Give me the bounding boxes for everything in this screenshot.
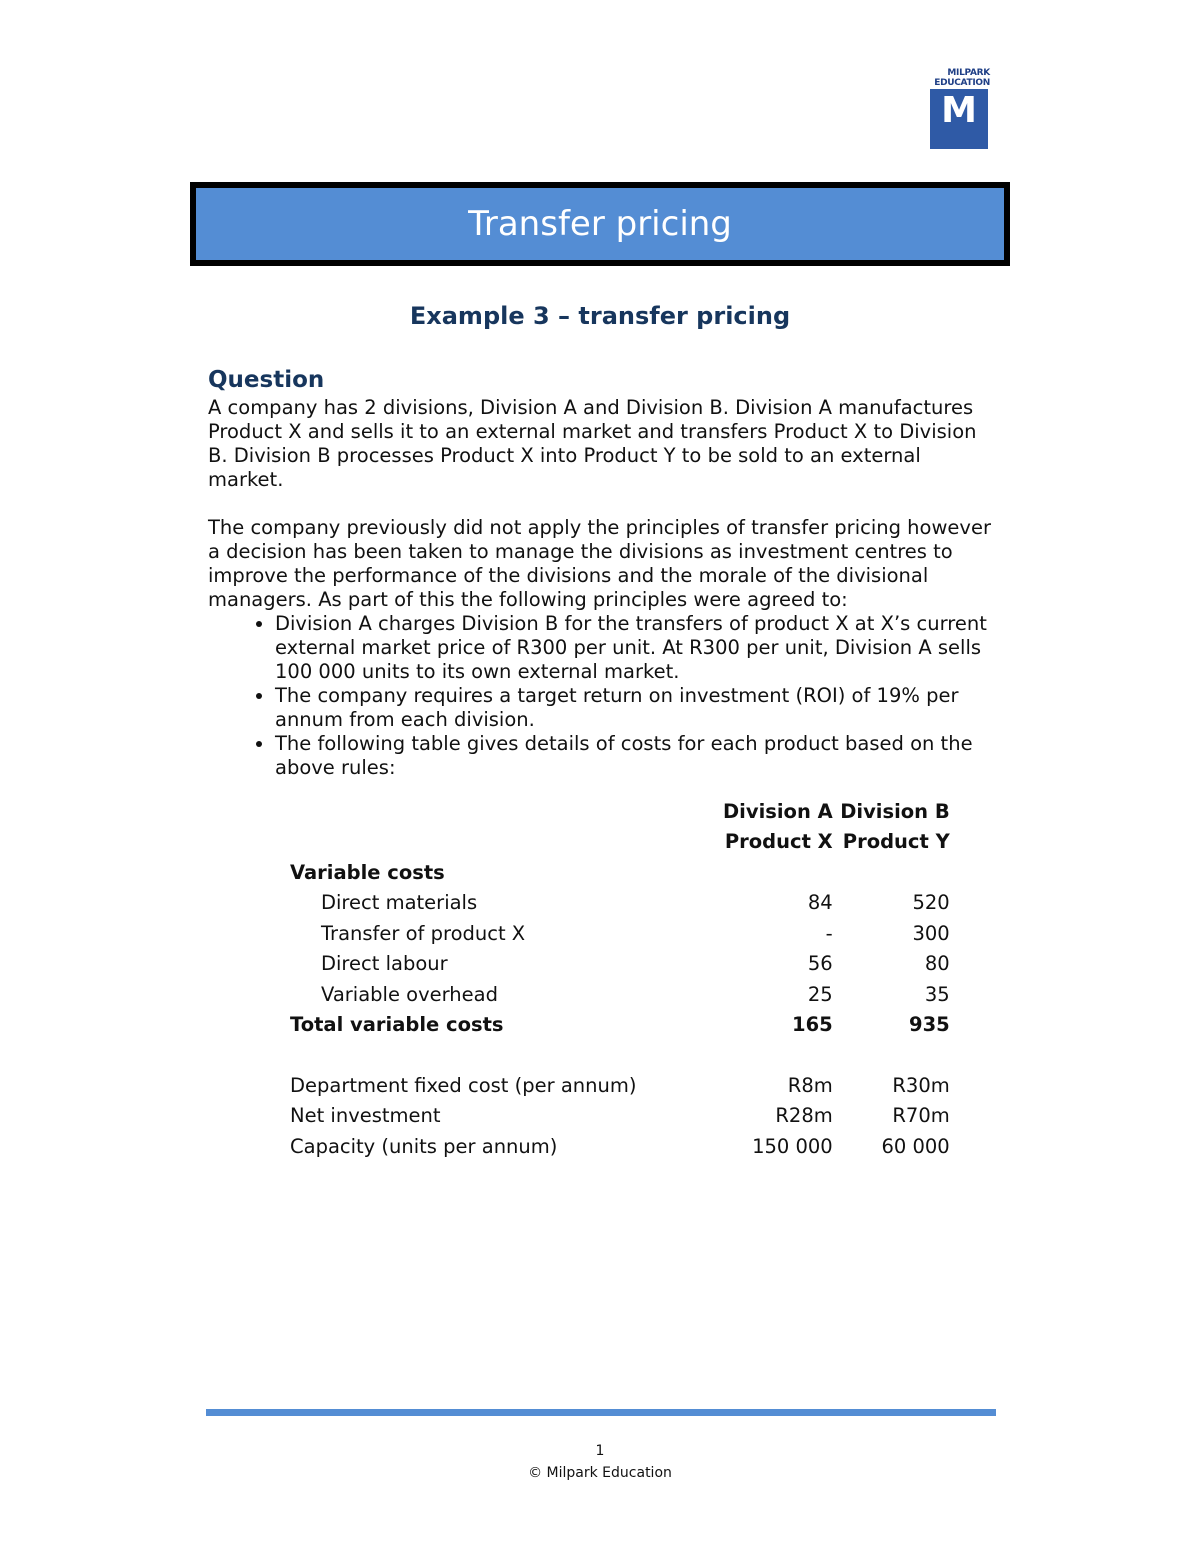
row-label: Variable overhead [321, 982, 498, 1006]
logo-text-education: EDUCATION [934, 78, 990, 88]
header-product-y: Product Y [842, 830, 950, 854]
question-heading: Question [208, 367, 325, 393]
row-label: Capacity (units per annum) [290, 1134, 558, 1158]
row-label: Direct materials [321, 891, 478, 915]
logo-mark: M [930, 89, 988, 149]
footer-divider [206, 1409, 996, 1416]
cell-division-a: R8m [787, 1073, 833, 1097]
header-division-a: Division A [723, 799, 833, 823]
table-spacer [290, 1040, 950, 1070]
variable-costs-label: Variable costs [290, 860, 445, 884]
cell-division-a: R28m [775, 1104, 833, 1128]
cell-division-a: 84 [807, 891, 833, 915]
milpark-logo [928, 68, 990, 150]
cell-division-b: 300 [912, 921, 950, 945]
table-row [290, 857, 950, 888]
title-banner [190, 182, 1010, 266]
principle-item: • The company requires a target return on investment (ROI) of 19% per annum from each division. [275, 684, 998, 732]
cell-division-b: R30m [892, 1073, 950, 1097]
principle-item: • The following table gives details of costs for each product based on the above rules: [275, 732, 998, 780]
question-paragraph-2: The company previously did not apply the principles of transfer pricing however a decision has been taken to manage the divisions as investment centres to improve the performance of the divisions and the morale of the divisional managers. As part of this the following principles were agreed to: [208, 516, 991, 611]
question-section [208, 368, 998, 780]
page-number: 1 [595, 1443, 605, 1459]
total-label: Total variable costs [290, 1013, 504, 1037]
table-header-row [290, 827, 950, 858]
example-title: Example 3 – transfer pricing [409, 302, 791, 330]
principles-list [208, 612, 998, 780]
table-row [290, 979, 950, 1010]
table-total-row [290, 1010, 950, 1041]
cell-division-b: 35 [924, 982, 950, 1006]
header-division-b: Division B [840, 799, 950, 823]
cell-division-a: 56 [807, 952, 833, 976]
row-label: Net investment [290, 1104, 441, 1128]
cell-division-a: 150 000 [752, 1134, 833, 1158]
header-product-x: Product X [724, 830, 833, 854]
principle-item: • Division A charges Division B for the transfers of product X at X’s current external market price of R300 per unit. At R300 per unit, Division A sells 100 000 units to its own external market. [275, 612, 998, 684]
cell-division-a: - [825, 921, 833, 945]
row-label: Transfer of product X [321, 921, 526, 945]
table-header-row [290, 796, 950, 827]
copyright-notice: © Milpark Education [528, 1465, 672, 1481]
table-row [290, 949, 950, 980]
cell-division-b: R70m [892, 1104, 950, 1128]
cost-table [290, 796, 950, 1162]
cell-division-b: 80 [924, 952, 950, 976]
cell-division-b: 520 [912, 891, 950, 915]
logo-text-milpark: MILPARK [947, 68, 990, 78]
table-row [290, 1101, 950, 1132]
table-row [290, 918, 950, 949]
cell-division-b: 60 000 [881, 1134, 950, 1158]
document-title: Transfer pricing [468, 204, 732, 244]
row-label: Department fixed cost (per annum) [290, 1073, 637, 1097]
total-division-a: 165 [792, 1013, 833, 1037]
cell-division-a: 25 [807, 982, 833, 1006]
table-row [290, 1131, 950, 1162]
table-row [290, 1070, 950, 1101]
total-division-b: 935 [909, 1013, 950, 1037]
row-label: Direct labour [321, 952, 448, 976]
table-row [290, 888, 950, 919]
question-paragraph-1: A company has 2 divisions, Division A and Division B. Division A manufactures Product X and sells it to an external market and transfers Product X to Division B. Division B processes Product X into Product Y to be sold to an external market. [208, 396, 977, 491]
